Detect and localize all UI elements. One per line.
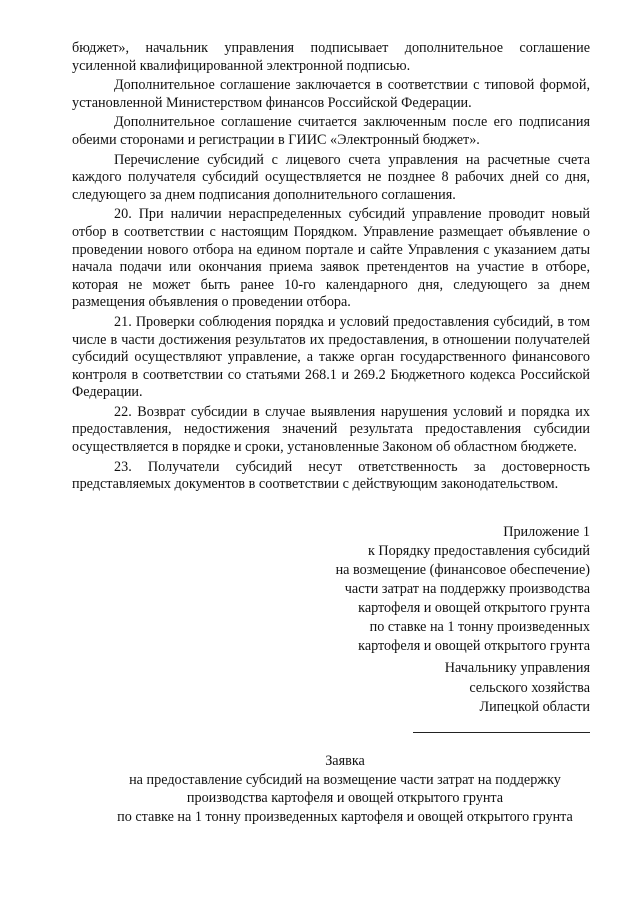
document-body <box>72 40 590 494</box>
appendix-line: картофеля и овощей открытого грунта <box>358 638 590 654</box>
appendix-line: по ставке на 1 тонну произведенных <box>369 619 590 635</box>
signature-line <box>413 732 590 733</box>
request-title: Заявка <box>325 753 365 769</box>
paragraph-item-20: 20. При наличии нераспределенных субсидий управление проводит новый отбор в соответствии с настоящим Порядком. Управление размещает объявление о проведении нового отбора на едином портале и сайте Управления с указанием даты начала подачи или окончания приема заявок претендентов на участие в отборе, которая не может быть ранее 10-го календарного дня, следующего за днем размещения объявления о проведении отбора. <box>72 206 590 311</box>
request-heading <box>40 752 640 826</box>
paragraph-agreement-concluded: Дополнительное соглашение считается заключенным после его подписания обеими сторонами и регистрации в ГИИС «Электронный бюджет». <box>72 114 590 148</box>
paragraph-agreement-form: Дополнительное соглашение заключается в соответствии с типовой формой, установленной Министерством финансов Российской Федерации. <box>72 77 590 111</box>
paragraph-continuation: бюджет», начальник управления подписывает дополнительное соглашение усиленной квалифицированной электронной подписью. <box>72 40 590 74</box>
request-subtitle-line: производства картофеля и овощей открытого грунта <box>186 790 504 806</box>
request-subtitle-line: на предоставление субсидий на возмещение части затрат на поддержку <box>129 771 561 788</box>
appendix-line: к Порядку предоставления субсидий <box>367 543 590 559</box>
addressee-line: Начальнику управления <box>444 660 590 676</box>
paragraph-transfer: Перечисление субсидий с лицевого счета управления на расчетные счета каждого получателя субсидий осуществляется не позднее 8 рабочих дней со дня, следующего за днем подписания дополнительного соглашения. <box>72 151 590 203</box>
appendix-line: картофеля и овощей открытого грунта <box>358 600 590 616</box>
paragraph-item-23: 23. Получатели субсидий несут ответственность за достоверность представляемых документов в соответствии с действующим законодательством. <box>72 458 590 493</box>
paragraph-item-22: 22. Возврат субсидии в случае выявления нарушения условий и порядка их предоставления, недостижения значений результата предоставления субсидии осуществляется в порядке и сроки, установленные Законом об областном бюджете. <box>72 403 590 456</box>
request-subtitle-line: по ставке на 1 тонну произведенных картофеля и овощей открытого грунта <box>117 808 573 825</box>
addressee-line: Липецкой области <box>479 699 590 715</box>
appendix-number: Приложение 1 <box>503 524 590 540</box>
paragraph-item-21: 21. Проверки соблюдения порядка и условий предоставления субсидий, в том числе в части достижения результатов их предоставления, в отношении получателей субсидий осуществляют управление, а также орган государственного финансового контроля в соответствии со статьями 268.1 и 269.2 Бюджетного кодекса Российской Федерации. <box>72 313 590 401</box>
addressee-block <box>445 659 590 718</box>
addressee-line: сельского хозяйства <box>469 679 590 696</box>
appendix-line: части затрат на поддержку производства <box>344 581 590 597</box>
appendix-line: на возмещение (финансовое обеспечение) <box>335 562 590 578</box>
appendix-heading <box>336 523 590 656</box>
